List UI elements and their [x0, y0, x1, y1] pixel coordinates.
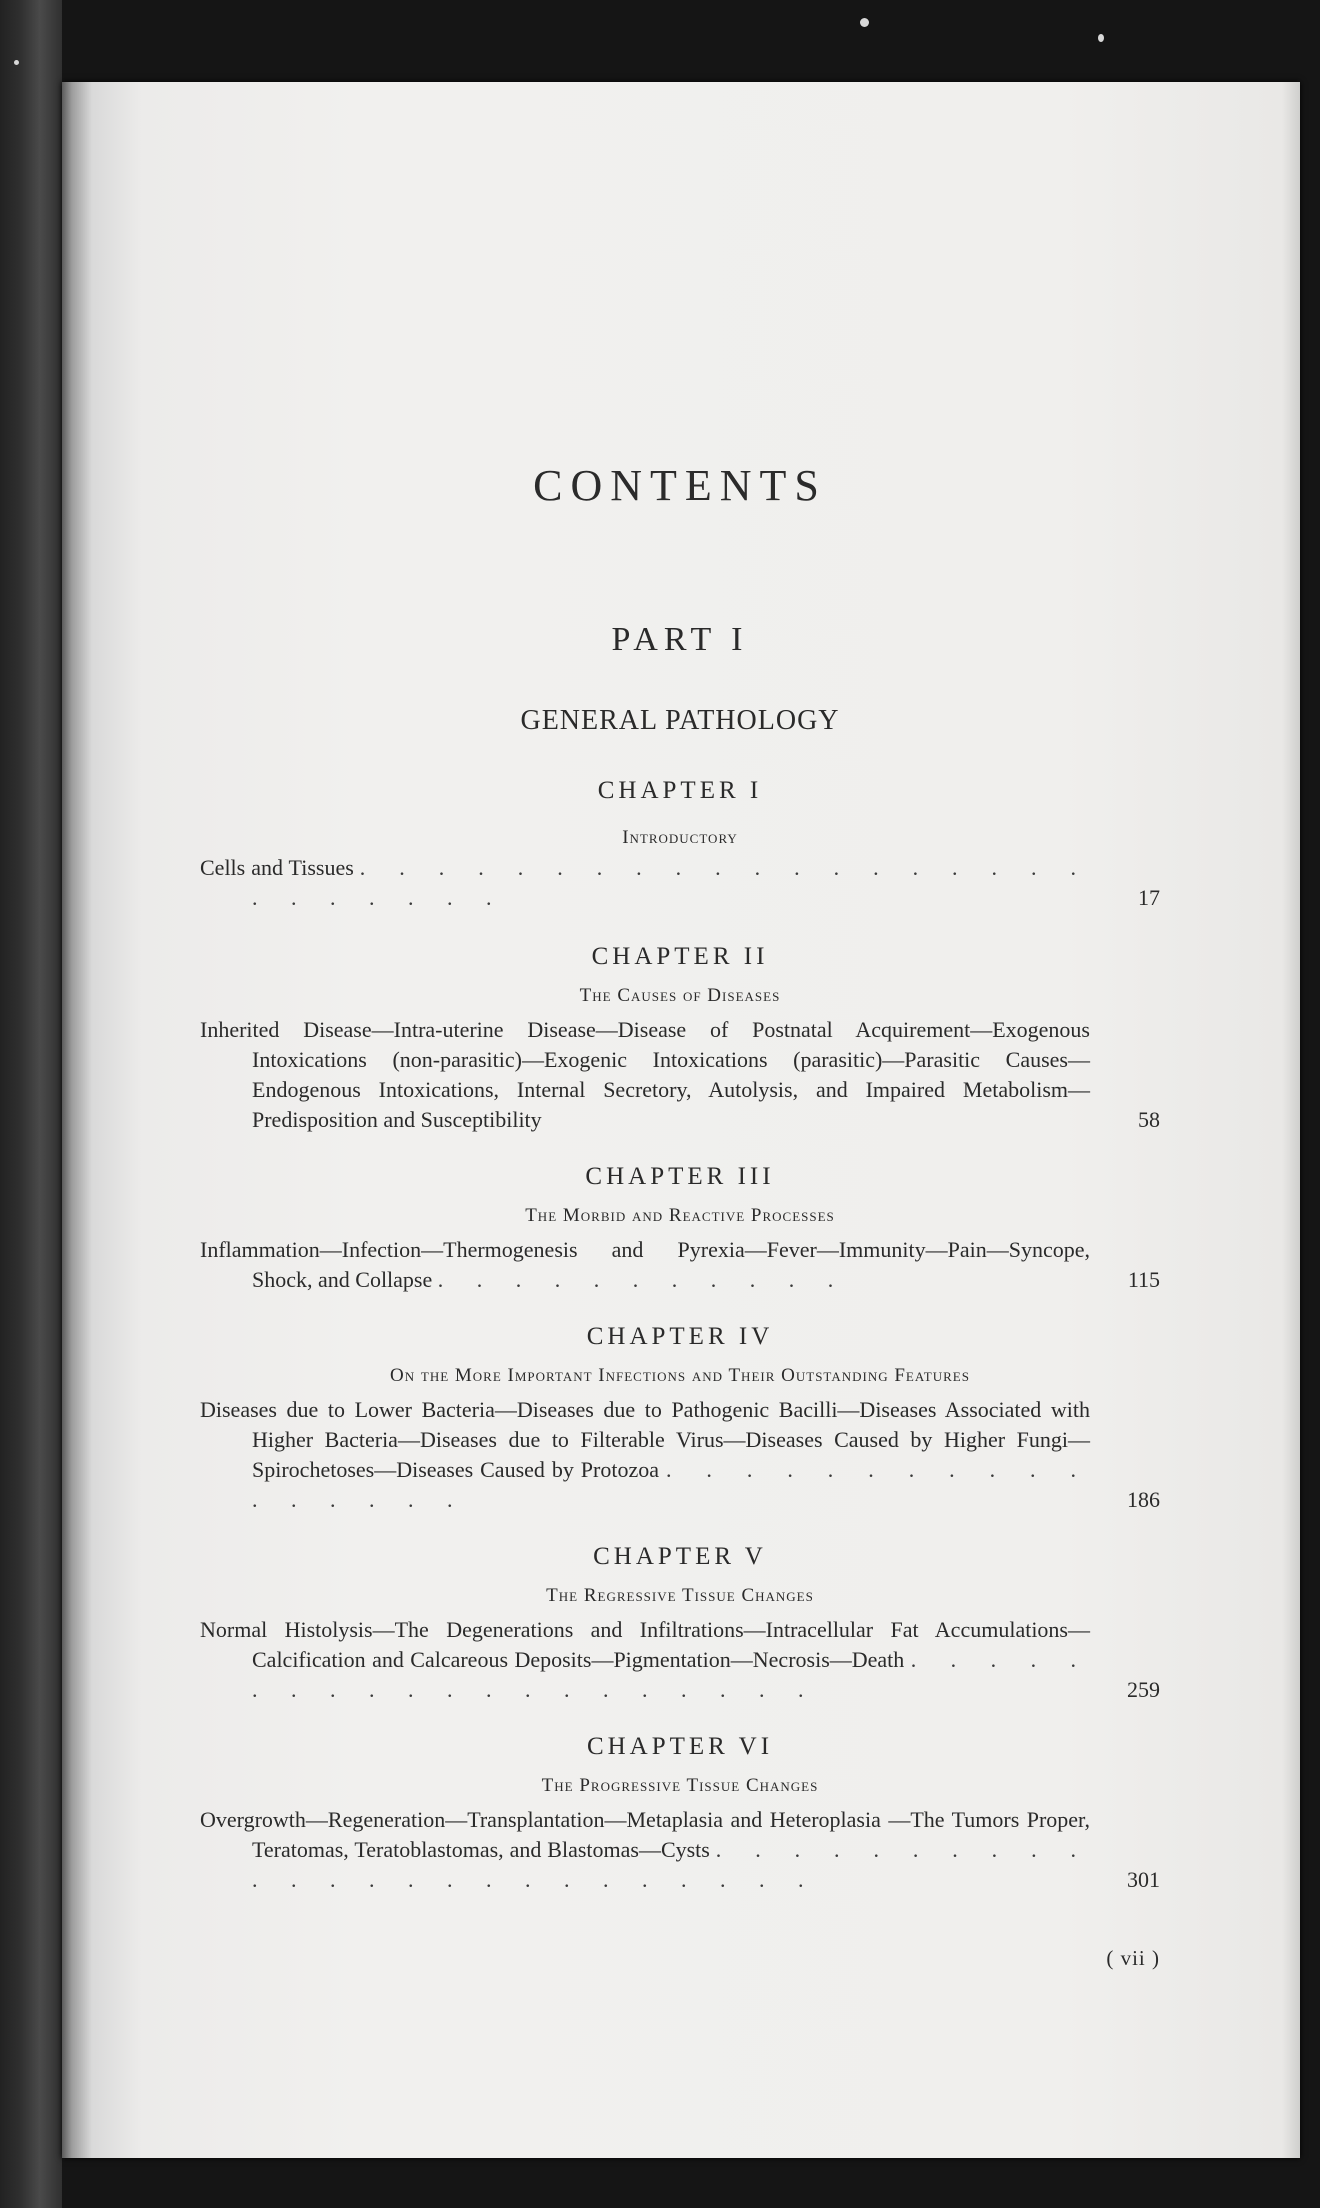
chapter-heading: CHAPTER V — [593, 1543, 767, 1570]
toc-entry[interactable] — [200, 1395, 1160, 1515]
page-number: 17 — [1138, 885, 1160, 910]
dot-leader: . . . . . . . . . . . — [437, 1267, 848, 1292]
page-number: 115 — [1127, 1267, 1160, 1292]
chapter-heading: CHAPTER IV — [586, 1323, 774, 1350]
entry-text — [200, 1015, 1090, 1135]
entry-text — [200, 1395, 1090, 1515]
chapter-3 — [200, 1163, 1160, 1295]
toc-entry[interactable] — [200, 1015, 1160, 1135]
chapter-subtitle: On the More Important Infections and Their Outstanding Features — [390, 1365, 970, 1386]
chapter-5 — [200, 1543, 1160, 1705]
dot-leader: . . . . . . . . . . . . . . . . . . . . — [252, 1647, 1091, 1702]
chapter-subtitle: The Progressive Tissue Changes — [541, 1775, 819, 1796]
toc-entry[interactable] — [200, 853, 1160, 913]
dust-speck — [14, 60, 19, 65]
chapter-6 — [200, 1733, 1160, 1895]
page-number: 301 — [1127, 1867, 1160, 1892]
toc-entry[interactable] — [200, 1235, 1160, 1295]
chapter-subtitle: The Morbid and Reactive Processes — [525, 1205, 835, 1226]
chapter-heading: CHAPTER VI — [586, 1733, 774, 1760]
entry-text — [200, 1805, 1090, 1895]
part-title: PART I — [611, 621, 749, 658]
chapter-subtitle: The Causes of Diseases — [579, 985, 781, 1006]
entry-topics: Cells and Tissues — [200, 855, 354, 880]
page-number: 58 — [1138, 1107, 1160, 1132]
chapter-2 — [200, 943, 1160, 1135]
contents-title: CONTENTS — [533, 461, 827, 510]
dot-leader: . . . . . . . . . . . . . . . . . . . . . . . . . — [252, 1837, 1091, 1892]
chapter-heading: CHAPTER III — [585, 1163, 775, 1190]
chapter-heading: CHAPTER II — [591, 943, 769, 970]
dust-speck — [860, 18, 869, 27]
chapter-1 — [200, 777, 1160, 913]
entry-topics: Overgrowth—Regeneration—Transplantation—Metaplasia and Heteroplasia —The Tumors Proper, Teratomas, Teratoblastomas, and Blastomas—Cysts — [200, 1807, 1090, 1862]
chapter-heading: CHAPTER I — [597, 777, 763, 804]
folio-page-number: ( vii ) — [1106, 1946, 1160, 1970]
chapter-subtitle: The Regressive Tissue Changes — [546, 1585, 814, 1606]
entry-topics: Inflammation—Infection—Thermogenesis and Pyrexia—Fever—Immunity—Pain—Syncope, Shock, and Collapse — [200, 1237, 1090, 1292]
dot-leader: . . . . . . . . . . . . . . . . . . . . . . . . . . — [252, 855, 1090, 910]
dust-speck — [1098, 34, 1104, 42]
chapter-subtitle: Introductory — [622, 827, 738, 848]
entry-text — [200, 853, 1090, 913]
part-subtitle: GENERAL PATHOLOGY — [520, 705, 840, 736]
page-number: 186 — [1127, 1487, 1160, 1512]
page-number: 259 — [1127, 1677, 1160, 1702]
toc-entry[interactable] — [200, 1805, 1160, 1895]
book-spine — [0, 0, 62, 2208]
entry-topics: Normal Histolysis—The Degenerations and Infiltrations—Intracellular Fat Accumulations—Calcification and Calcareous Deposits—Pigmentation—Necrosis—Death — [200, 1617, 1090, 1672]
dot-leader: . . . . . . . . . . . . . . . . . — [252, 1457, 1090, 1512]
table-of-contents — [200, 460, 1160, 1895]
chapter-4 — [200, 1323, 1160, 1515]
entry-text — [200, 1235, 1090, 1295]
toc-entry[interactable] — [200, 1615, 1160, 1705]
entry-topics: Diseases due to Lower Bacteria—Diseases due to Pathogenic Bacilli—Diseases Associated with Higher Bacteria—Diseases due to Filterable Virus—Diseases Caused by Higher Fungi—Spirochetoses—Diseases Caused by Protozoa — [200, 1397, 1090, 1482]
entry-topics: Inherited Disease—Intra-uterine Disease—Disease of Postnatal Acquirement—Exogenous Intoxications (non-parasitic)—Exogenic Intoxications (parasitic)—Parasitic Causes—Endogenous Intoxications, Internal Secretory, Autolysis, and Impaired Metabolism—Predisposition and Susceptibility — [200, 1017, 1090, 1132]
entry-text — [200, 1615, 1090, 1705]
